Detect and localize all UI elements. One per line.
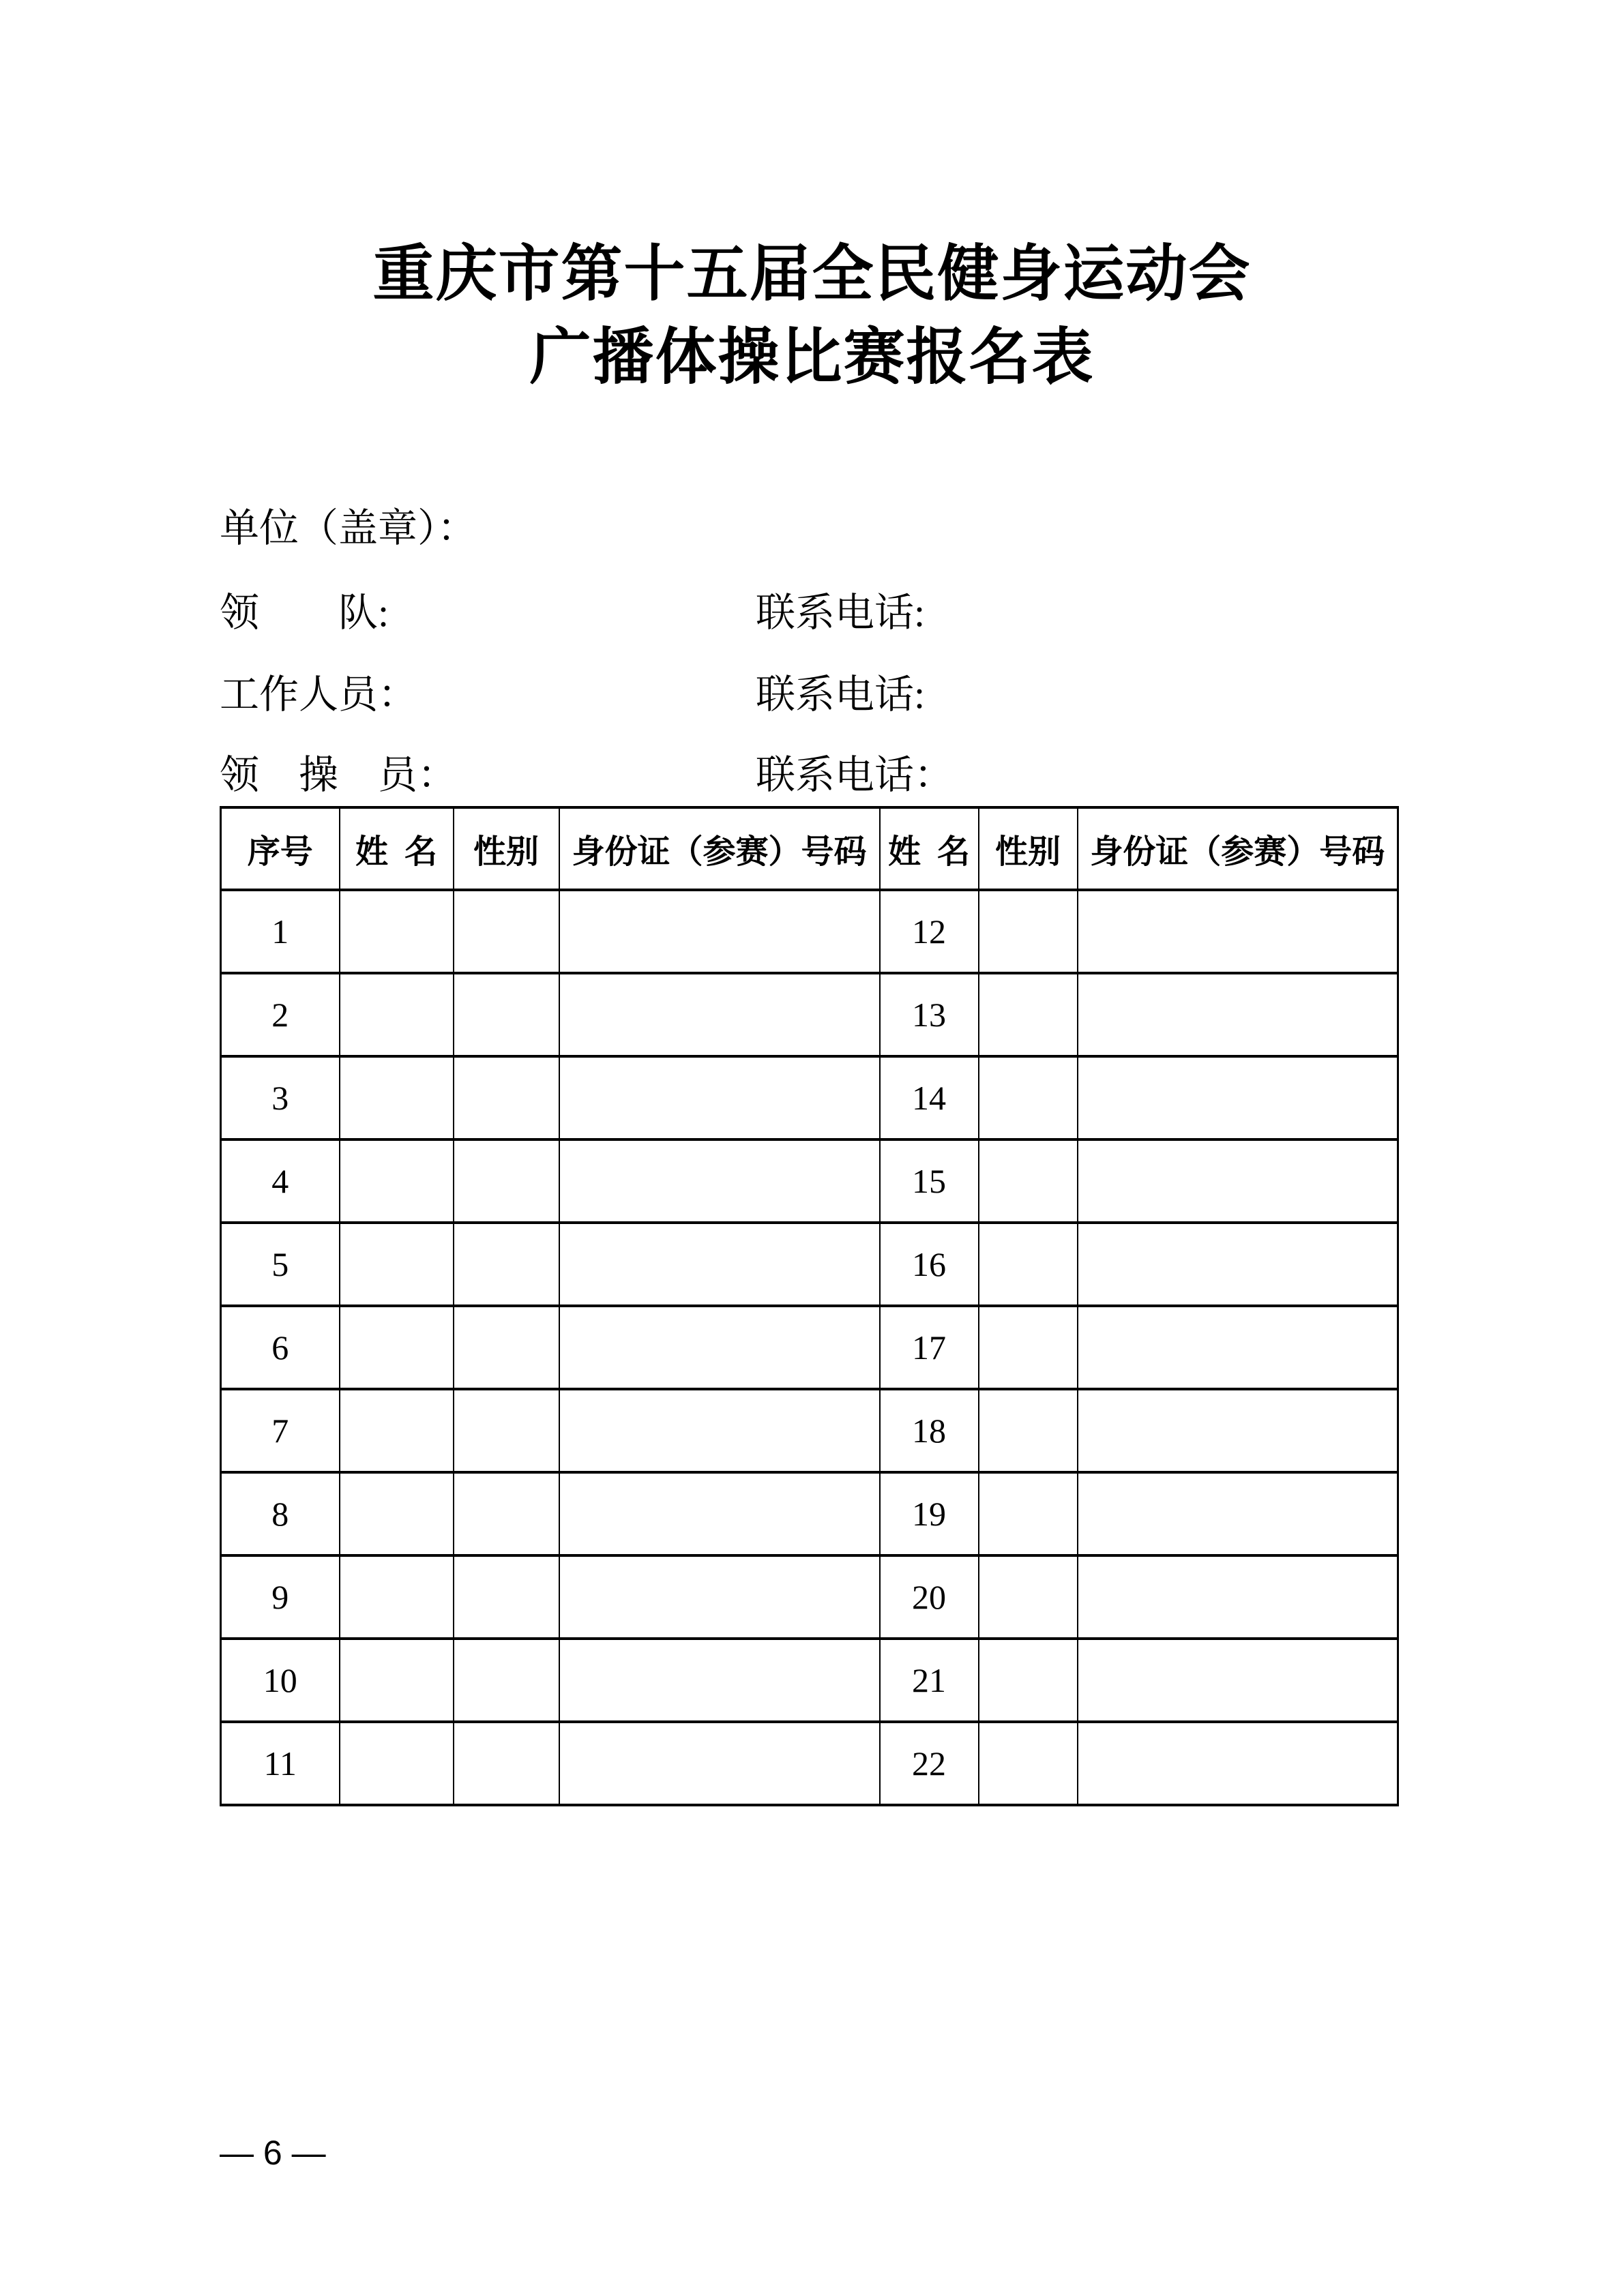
gender-cell: [454, 1472, 559, 1555]
gender-cell: [979, 1389, 1078, 1472]
id-cell: [1078, 890, 1398, 973]
table-row: [221, 1139, 1398, 1223]
seq-number-cell: 16: [880, 1223, 979, 1306]
table-header-row: [221, 807, 1398, 890]
seq-number-cell: 11: [221, 1722, 340, 1805]
name-cell: [340, 973, 454, 1056]
id-cell: [1078, 1056, 1398, 1139]
id-cell: [559, 1223, 880, 1306]
col-header-id-left: 身份证（参赛）号码: [559, 807, 880, 890]
gender-cell: [979, 1223, 1078, 1306]
id-cell: [1078, 1389, 1398, 1472]
table-row: [221, 1472, 1398, 1555]
id-cell: [559, 1639, 880, 1722]
gender-cell: [454, 1722, 559, 1805]
name-cell: [340, 1056, 454, 1139]
col-header-id-right: 身份证（参赛）号码: [1078, 807, 1398, 890]
team-leader-line: [220, 591, 1397, 638]
id-cell: [559, 1722, 880, 1805]
seq-number-cell: 22: [880, 1722, 979, 1805]
team-leader-label: 领 队:: [220, 591, 389, 635]
gender-cell: [979, 1472, 1078, 1555]
seq-number-cell: 4: [221, 1139, 340, 1223]
gender-cell: [454, 1223, 559, 1306]
seq-number-cell: 14: [880, 1056, 979, 1139]
table-row: [221, 1306, 1398, 1389]
seq-number-cell: 12: [880, 890, 979, 973]
id-cell: [1078, 1223, 1398, 1306]
table-row: [221, 1555, 1398, 1639]
id-cell: [559, 1139, 880, 1223]
seq-number-cell: 2: [221, 973, 340, 1056]
seq-number-cell: 6: [221, 1306, 340, 1389]
drill-leader-phone-label: 联系电话：: [756, 753, 954, 797]
name-cell: [340, 1306, 454, 1389]
id-cell: [559, 1472, 880, 1555]
staff-line: [220, 672, 1397, 720]
seq-number-cell: 20: [880, 1555, 979, 1639]
id-cell: [559, 1306, 880, 1389]
drill-leader-label: 领 操 员：: [220, 753, 458, 797]
col-header-gender-right: 性别: [979, 807, 1078, 890]
staff-phone-label: 联系电话:: [756, 672, 926, 717]
drill-leader-line: [220, 753, 1397, 801]
unit-stamp-label: 单位（盖章）：: [220, 506, 477, 550]
id-cell: [1078, 1139, 1398, 1223]
unit-stamp-line: [220, 506, 1397, 554]
seq-number-cell: 1: [221, 890, 340, 973]
gender-cell: [454, 1389, 559, 1472]
seq-number-cell: 3: [221, 1056, 340, 1139]
col-header-name-right: 姓 名: [880, 807, 979, 890]
name-cell: [340, 1389, 454, 1472]
gender-cell: [454, 1056, 559, 1139]
table-row: [221, 973, 1398, 1056]
gender-cell: [454, 1139, 559, 1223]
id-cell: [1078, 1722, 1398, 1805]
table-row: [221, 1722, 1398, 1805]
seq-number-cell: 10: [221, 1639, 340, 1722]
name-cell: [340, 1639, 454, 1722]
page-number: — 6 —: [220, 2134, 326, 2172]
id-cell: [1078, 1306, 1398, 1389]
name-cell: [340, 890, 454, 973]
table-row: [221, 1223, 1398, 1306]
team-leader-phone-label: 联系电话:: [756, 591, 926, 635]
seq-number-cell: 8: [221, 1472, 340, 1555]
id-cell: [559, 1056, 880, 1139]
table-row: [221, 890, 1398, 973]
table-row: [221, 1056, 1398, 1139]
table-row: [221, 1389, 1398, 1472]
name-cell: [340, 1139, 454, 1223]
gender-cell: [979, 890, 1078, 973]
seq-number-cell: 17: [880, 1306, 979, 1389]
document-title-line2: 广播体操比赛报名表: [529, 324, 1095, 391]
table-row: [221, 1639, 1398, 1722]
seq-number-cell: 18: [880, 1389, 979, 1472]
id-cell: [559, 973, 880, 1056]
gender-cell: [454, 1639, 559, 1722]
gender-cell: [454, 973, 559, 1056]
id-cell: [1078, 1639, 1398, 1722]
col-header-name-left: 姓 名: [340, 807, 454, 890]
gender-cell: [979, 1722, 1078, 1805]
name-cell: [340, 1223, 454, 1306]
gender-cell: [979, 973, 1078, 1056]
gender-cell: [979, 1555, 1078, 1639]
seq-number-cell: 15: [880, 1139, 979, 1223]
gender-cell: [979, 1139, 1078, 1223]
name-cell: [340, 1722, 454, 1805]
document-title-line1: 重庆市第十五届全民健身运动会: [372, 241, 1252, 308]
seq-number-cell: 5: [221, 1223, 340, 1306]
col-header-gender-left: 性别: [454, 807, 559, 890]
registration-table: [220, 806, 1399, 1806]
staff-label: 工作人员：: [220, 672, 418, 717]
seq-number-cell: 7: [221, 1389, 340, 1472]
gender-cell: [979, 1639, 1078, 1722]
id-cell: [559, 890, 880, 973]
id-cell: [1078, 1472, 1398, 1555]
gender-cell: [454, 1555, 559, 1639]
name-cell: [340, 1555, 454, 1639]
gender-cell: [979, 1056, 1078, 1139]
id-cell: [559, 1555, 880, 1639]
gender-cell: [454, 1306, 559, 1389]
seq-number-cell: 19: [880, 1472, 979, 1555]
id-cell: [1078, 973, 1398, 1056]
id-cell: [1078, 1555, 1398, 1639]
col-header-seq-left: 序号: [221, 807, 340, 890]
gender-cell: [979, 1306, 1078, 1389]
gender-cell: [454, 890, 559, 973]
seq-number-cell: 21: [880, 1639, 979, 1722]
id-cell: [559, 1389, 880, 1472]
seq-number-cell: 13: [880, 973, 979, 1056]
name-cell: [340, 1472, 454, 1555]
seq-number-cell: 9: [221, 1555, 340, 1639]
